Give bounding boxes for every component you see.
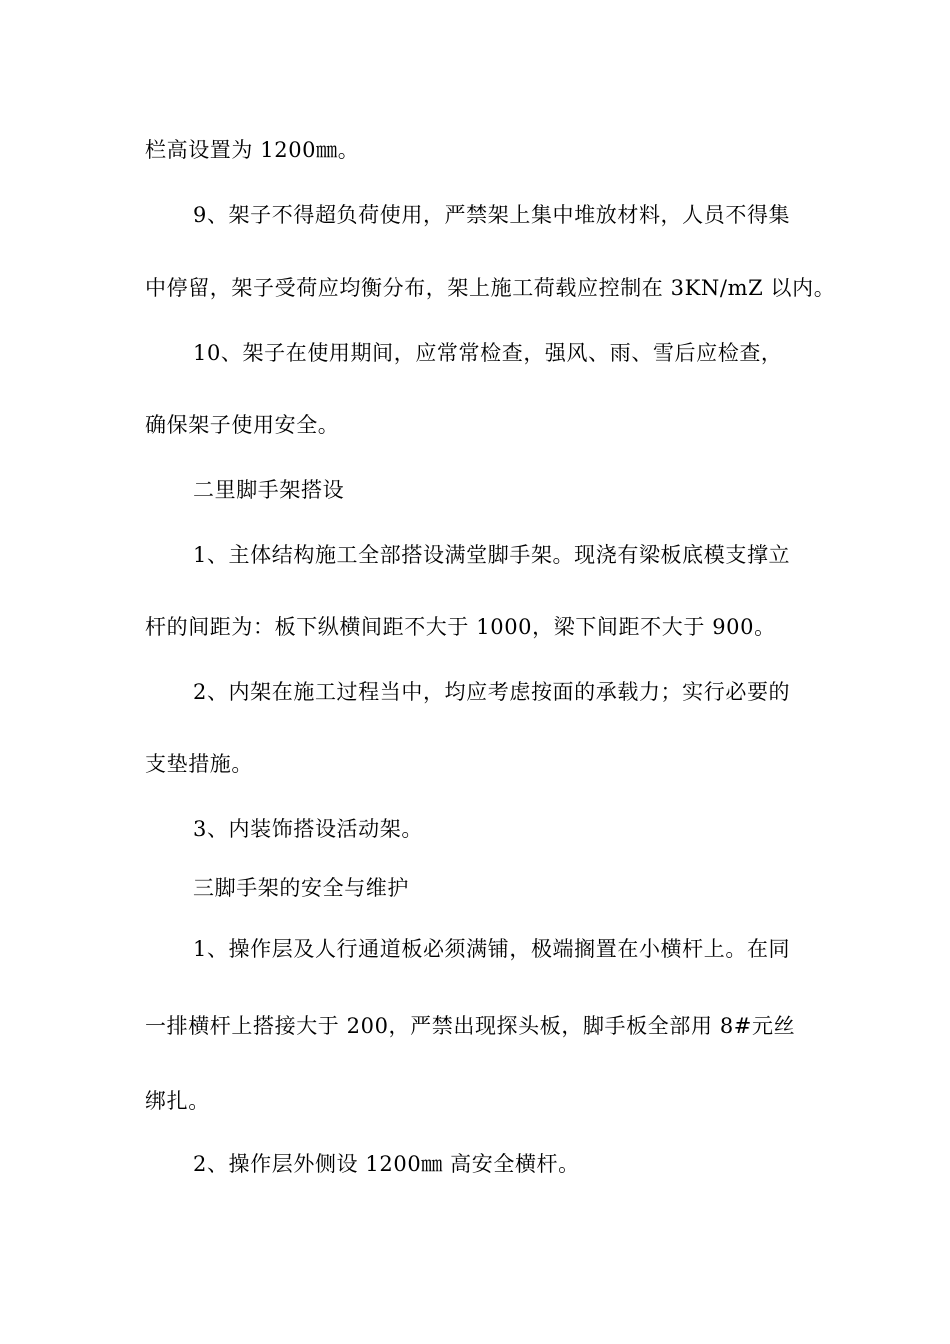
text-line-9: 2、内架在施工过程当中，均应考虑按面的承载力；实行必要的 bbox=[193, 680, 791, 704]
text-line-11: 3、内装饰搭设活动架。 bbox=[193, 817, 423, 841]
text-line-3: 中停留，架子受荷应均衡分布，架上施工荷载应控制在 3KN/mZ 以内。 bbox=[145, 276, 836, 300]
section-heading-3: 三脚手架的安全与维护 bbox=[193, 876, 409, 900]
text-line-14: 一排横杆上搭接大于 200，严禁出现探头板，脚手板全部用 8#元丝 bbox=[145, 1014, 796, 1038]
text-line-5: 确保架子使用安全。 bbox=[145, 413, 340, 437]
text-line-10: 支垫措施。 bbox=[145, 752, 253, 776]
text-line-7: 1、主体结构施工全部搭设满堂脚手架。现浇有梁板底模支撑立 bbox=[193, 543, 791, 567]
text-line-1: 栏高设置为 1200㎜。 bbox=[145, 138, 360, 162]
text-line-13: 1、操作层及人行通道板必须满铺，极端搁置在小横杆上。在同 bbox=[193, 937, 791, 961]
text-line-8: 杆的间距为：板下纵横间距不大于 1000，梁下间距不大于 900。 bbox=[145, 615, 776, 639]
text-line-15: 绑扎。 bbox=[145, 1089, 210, 1113]
text-line-4: 10、架子在使用期间，应常常检查，强风、雨、雪后应检查， bbox=[193, 341, 783, 365]
text-line-2: 9、架子不得超负荷使用，严禁架上集中堆放材料，人员不得集 bbox=[193, 203, 791, 227]
section-heading-2: 二里脚手架搭设 bbox=[193, 478, 345, 502]
text-line-16: 2、操作层外侧设 1200㎜ 高安全横杆。 bbox=[193, 1152, 580, 1176]
